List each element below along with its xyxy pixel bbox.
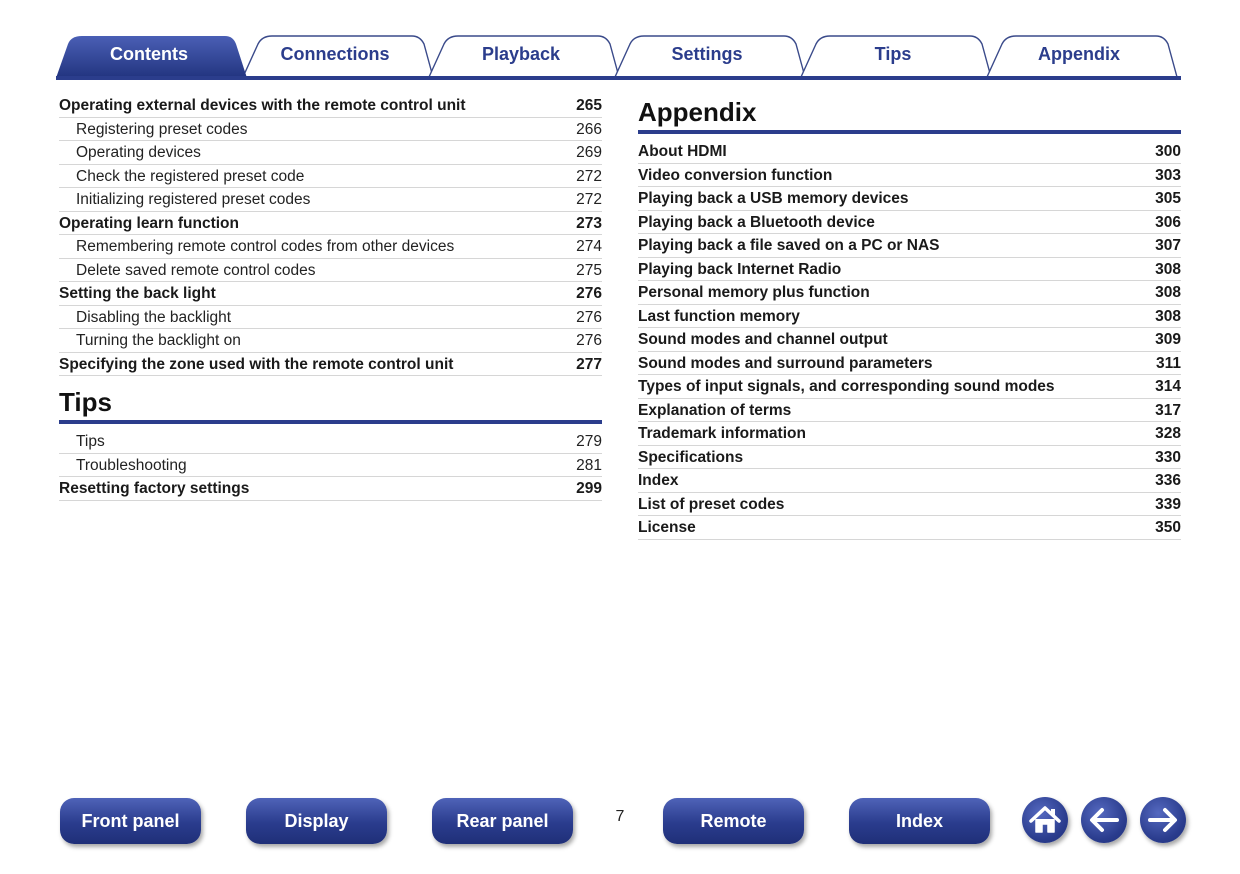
tab-settings[interactable]: Settings — [671, 44, 743, 64]
toc-row[interactable] — [638, 281, 1181, 305]
toc-row-label: Operating external devices with the remote control unit — [59, 97, 466, 114]
index-button[interactable]: Index — [849, 798, 990, 844]
toc-row-label: Delete saved remote control codes — [76, 261, 316, 279]
toc-row-page: 336 — [1155, 472, 1181, 489]
toc-row[interactable] — [59, 235, 602, 259]
toc-row-page: 277 — [576, 355, 602, 373]
toc-row[interactable] — [59, 188, 602, 212]
toc-row[interactable] — [59, 282, 602, 306]
toc-row-page: 300 — [1155, 143, 1181, 160]
toc-row-label: Playing back a file saved on a PC or NAS — [638, 237, 940, 254]
tab-appendix[interactable]: Appendix — [1037, 44, 1120, 64]
toc-row[interactable] — [638, 164, 1181, 188]
toc-row-page: 317 — [1155, 401, 1181, 419]
toc-row-label: Resetting factory settings — [59, 480, 250, 497]
tab-baseline — [56, 76, 1181, 80]
home-button[interactable] — [1022, 797, 1068, 843]
toc-row[interactable] — [638, 399, 1181, 423]
toc-row-label: Last function memory — [638, 307, 800, 325]
toc-row-label: Index — [638, 472, 679, 489]
toc-row-label: Remembering remote control codes from other devices — [76, 238, 455, 255]
toc-row-page: 306 — [1155, 213, 1181, 231]
toc-row[interactable] — [638, 493, 1181, 517]
toc-row[interactable] — [638, 422, 1181, 446]
toc-row-label: Sound modes and surround parameters — [638, 354, 933, 372]
toc-row[interactable] — [638, 234, 1181, 258]
toc-row-label: Troubleshooting — [76, 456, 187, 474]
tab-contents[interactable]: Contents — [110, 44, 188, 64]
toc-row-page: 266 — [576, 120, 602, 138]
toc-row[interactable] — [59, 306, 602, 330]
toc-row[interactable] — [59, 477, 602, 501]
toc-row-page: 305 — [1155, 190, 1181, 207]
toc-row-label: Disabling the backlight — [76, 308, 232, 326]
toc-row[interactable] — [638, 140, 1181, 164]
toc-row[interactable] — [59, 353, 602, 377]
toc-row-page: 308 — [1155, 284, 1181, 301]
section-title-appendix: Appendix — [638, 94, 1181, 134]
toc-row-label: Trademark information — [638, 425, 806, 442]
toc-row-page: 307 — [1155, 237, 1181, 254]
home-icon — [1022, 797, 1068, 843]
arrow-right-icon — [1140, 797, 1186, 843]
toc-row-page: 308 — [1155, 307, 1181, 325]
tab-connections[interactable]: Connections — [280, 44, 390, 64]
toc-row-label: List of preset codes — [638, 495, 785, 513]
toc-row-label: Playing back a USB memory devices — [638, 190, 909, 207]
toc-row[interactable] — [59, 94, 602, 118]
forward-button[interactable] — [1140, 797, 1186, 843]
toc-row-page: 330 — [1155, 448, 1181, 466]
front-panel-button[interactable]: Front panel — [60, 798, 201, 844]
toc-row-page: 339 — [1155, 495, 1181, 513]
toc-row-page: 275 — [576, 261, 602, 279]
toc-row-page: 350 — [1155, 519, 1181, 536]
toc-row-label: About HDMI — [638, 143, 727, 160]
toc-row[interactable] — [59, 141, 602, 165]
toc-row-page: 311 — [1155, 354, 1181, 372]
toc-row-page: 281 — [576, 456, 602, 474]
toc-row[interactable] — [638, 305, 1181, 329]
toc-row[interactable] — [59, 212, 602, 236]
toc-row[interactable] — [638, 375, 1181, 399]
toc-row-page: 273 — [576, 214, 602, 232]
toc-row-label: License — [638, 519, 696, 536]
toc-row-label: Types of input signals, and corresponding sound modes — [638, 378, 1055, 395]
toc-row[interactable] — [59, 454, 602, 478]
toc-row-page: 328 — [1155, 425, 1181, 442]
toc-row[interactable] — [638, 352, 1181, 376]
section-title-tips: Tips — [59, 384, 602, 424]
toc-row[interactable] — [59, 329, 602, 353]
rear-panel-button[interactable]: Rear panel — [432, 798, 573, 844]
tab-bar — [0, 0, 1240, 82]
toc-row-page: 279 — [576, 433, 602, 450]
toc-row-label: Registering preset codes — [76, 120, 248, 138]
toc-row-label: Initializing registered preset codes — [76, 191, 311, 208]
toc-row[interactable] — [638, 446, 1181, 470]
toc-row-page: 276 — [576, 332, 602, 349]
toc-row-label: Specifications — [638, 448, 744, 466]
toc-row[interactable] — [59, 118, 602, 142]
toc-row[interactable] — [638, 187, 1181, 211]
tab-shapes — [0, 0, 1240, 82]
tab-playback[interactable]: Playback — [481, 44, 561, 64]
toc-row[interactable] — [59, 430, 602, 454]
tab-tips[interactable]: Tips — [874, 44, 912, 64]
toc-right-column — [638, 94, 1181, 540]
toc-row[interactable] — [638, 469, 1181, 493]
toc-row-page: 272 — [576, 191, 602, 208]
toc-left-column — [59, 94, 602, 501]
toc-row-page: 274 — [576, 238, 602, 255]
toc-row-page: 265 — [576, 97, 602, 114]
toc-row-label: Explanation of terms — [638, 401, 792, 419]
toc-row-label: Playing back a Bluetooth device — [638, 213, 875, 231]
toc-row-page: 303 — [1155, 166, 1181, 184]
toc-row-label: Turning the backlight on — [76, 332, 241, 349]
toc-row-label: Setting the back light — [59, 285, 216, 302]
toc-row[interactable] — [638, 258, 1181, 282]
arrow-left-icon — [1081, 797, 1127, 843]
toc-row-label: Sound modes and channel output — [638, 331, 888, 348]
toc-row-page: 309 — [1155, 331, 1181, 348]
toc-row-page: 276 — [576, 285, 602, 302]
toc-row-page: 308 — [1155, 260, 1181, 278]
toc-row-page: 314 — [1155, 378, 1181, 395]
toc-row-label: Video conversion function — [638, 166, 833, 184]
toc-row-page: 269 — [576, 144, 602, 161]
toc-row[interactable] — [59, 165, 602, 189]
toc-row-label: Tips — [76, 433, 105, 450]
toc-row-label: Operating learn function — [59, 214, 239, 232]
remote-button[interactable]: Remote — [663, 798, 804, 844]
toc-row[interactable] — [638, 328, 1181, 352]
toc-row[interactable] — [638, 211, 1181, 235]
toc-row-label: Check the registered preset code — [76, 167, 305, 185]
page-number: 7 — [615, 808, 625, 825]
toc-row-label: Personal memory plus function — [638, 284, 870, 301]
toc-row[interactable] — [59, 259, 602, 283]
toc-row-page: 299 — [576, 480, 602, 497]
back-button[interactable] — [1081, 797, 1127, 843]
toc-row-label: Playing back Internet Radio — [638, 260, 842, 278]
toc-row-page: 276 — [576, 308, 602, 326]
display-button[interactable]: Display — [246, 798, 387, 844]
toc-row-label: Specifying the zone used with the remote control unit — [59, 355, 454, 373]
toc-row[interactable] — [638, 516, 1181, 540]
toc-row-label: Operating devices — [76, 144, 201, 161]
toc-row-page: 272 — [576, 167, 602, 185]
